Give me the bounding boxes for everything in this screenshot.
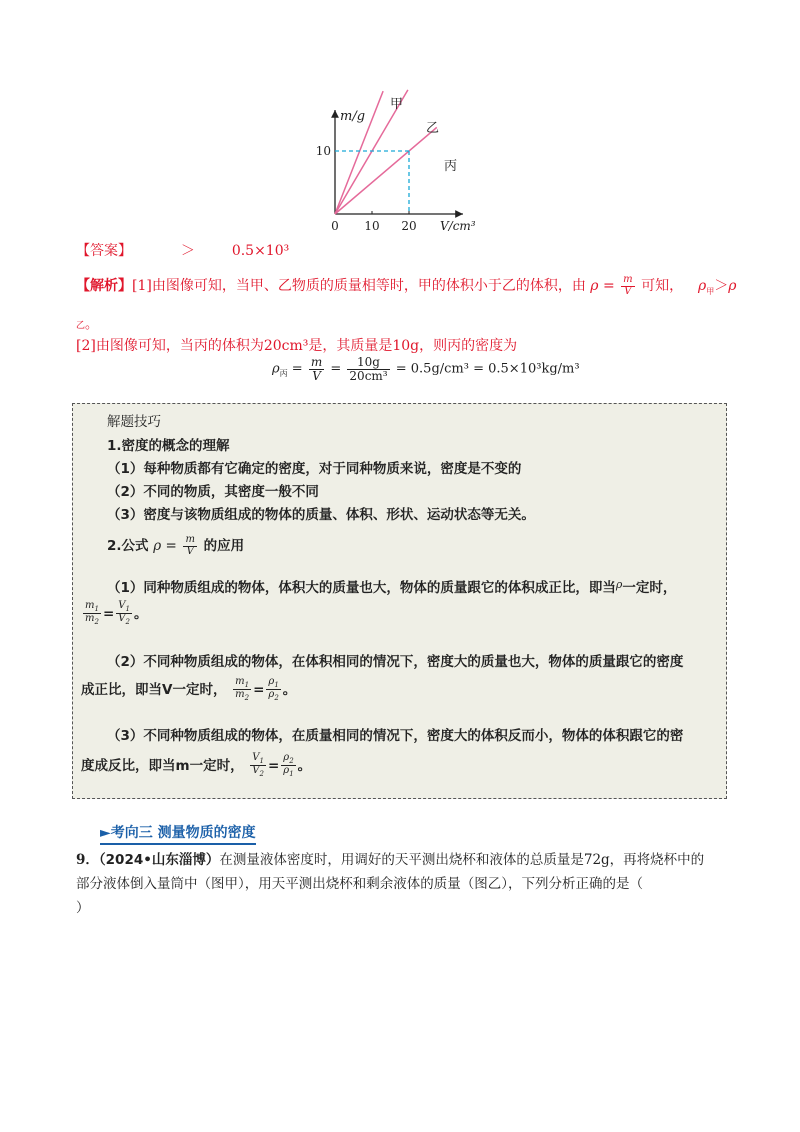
tips-s2-line-2: （2）不同种物质组成的物体，在体积相同的情况下，密度大的质量也大，物体的质量跟它的密度 xyxy=(107,654,684,670)
tips-section-1-title: 1.密度的概念的理解 xyxy=(107,438,230,454)
rho-bing: ρ xyxy=(272,361,280,377)
analysis-line-1 xyxy=(76,275,736,297)
x-tick-label: 10 xyxy=(364,219,380,233)
section-heading: ►考向三 测量物质的密度 xyxy=(100,822,256,845)
calc-fraction-1: $\frac{m}{V}$ xyxy=(310,355,323,383)
density-calculation: $\rho_丙$ = $\frac{m}{V}$ = $\frac{10g}{\text{20cm³}}$ = 0.5g/cm³ = 0.5×10³kg/m³ xyxy=(272,355,580,383)
question-9-line-2: 部分液体倒入量筒中（图甲），用天平测出烧杯和剩余液体的质量（图乙），下列分析正确的是（ xyxy=(76,876,643,892)
period: 。 xyxy=(85,317,99,332)
analysis-line-1-wrap xyxy=(76,313,98,332)
y-tick-label: 10 xyxy=(315,144,331,158)
question-9-line-1 xyxy=(76,848,704,868)
tips-s2-ratio-1: $\frac{m_1}{m_2}$ = $\frac{V_1}{V_2}$ 。 xyxy=(85,600,148,627)
density-formula-inline: ρ = xyxy=(590,278,615,294)
answer-value-1: ＞ xyxy=(180,243,195,259)
tips-s1-line-2: （2）不同的物质，其密度一般不同 xyxy=(107,484,319,500)
x-axis-label: V/cm³ xyxy=(440,219,476,233)
rho-symbol-a: ρ xyxy=(698,278,707,294)
series-label-yi: 乙 xyxy=(426,121,440,136)
answer-line xyxy=(76,240,289,260)
fraction-denominator: V xyxy=(624,285,632,297)
y-axis-label: m/g xyxy=(340,109,366,124)
tips-s2-line-3: （3）不同种物质组成的物体，在质量相同的情况下，密度大的体积反而小，物体的体积跟它的密 xyxy=(107,728,684,744)
rho-sub-a: 甲 xyxy=(706,286,715,296)
answer-label: 【答案】 xyxy=(76,243,132,259)
tips-s2-line-3b: 度成反比，即当m一定时， $\frac{V_1}{V_2}$ = $\frac{\rho_2}{\rho_1}$ 。 xyxy=(81,752,312,779)
tips-heading: 解题技巧 xyxy=(107,414,161,430)
tips-section-2-title: 2.公式 ρ = $\frac{m}{V}$ 的应用 xyxy=(107,534,245,557)
series-line-2 xyxy=(335,127,437,214)
solving-tips-box xyxy=(72,403,727,799)
x-tick-label: 20 xyxy=(401,219,417,233)
fraction-numerator: m xyxy=(623,274,633,285)
question-source: （2024•山东淄博） xyxy=(98,852,220,868)
tips-s1-line-1: （1）每种物质都有它确定的密度，对于同种物质来说，密度是不变的 xyxy=(107,461,522,477)
rho-bing-sub: 丙 xyxy=(279,369,288,379)
formula-fraction: $\frac{m}{V}$ xyxy=(185,534,195,557)
tips-s2-line-2b: 成正比，即当V一定时， $\frac{m_1}{m_2}$ = $\frac{\rho_1}{\rho_2}$ 。 xyxy=(81,676,297,703)
analysis-text-1-mid: 可知， xyxy=(641,278,684,294)
x-tick-label: 0 xyxy=(331,219,339,233)
series-label-jia: 甲 xyxy=(390,97,404,112)
tips-s1-line-3: （3）密度与该物质组成的物体的质量、体积、形状、运动状态等无关。 xyxy=(107,507,535,523)
density-graph xyxy=(315,92,498,242)
tips-s2-line-1: （1）同种物质组成的物体，体积大的质量也大，物体的质量跟它的体积成正比，即当$^\rho$一定时， xyxy=(107,578,677,596)
series-label-bing: 丙 xyxy=(444,159,458,174)
calc-fraction-2: $\frac{10g}{\text{20cm³}}$ xyxy=(349,355,388,383)
greater-than: ＞ xyxy=(714,278,729,294)
rho-symbol-b: ρ xyxy=(728,278,737,294)
analysis-label: 【解析】 xyxy=(76,278,132,294)
analysis-line-2: [2]由图像可知，当丙的体积为20cm³是，其质量是10g，则丙的密度为 xyxy=(76,338,518,354)
question-number: 9． xyxy=(76,852,99,868)
formula-fraction xyxy=(621,275,634,297)
rho-sub-b: 乙 xyxy=(76,321,86,331)
question-text-1: 在测量液体密度时，用调好的天平测出烧杯和液体的总质量是72g，再将烧杯中的 xyxy=(219,852,705,868)
analysis-text-1: [1]由图像可知，当甲、乙物质的质量相等时，甲的体积小于乙的体积，由 xyxy=(132,278,586,294)
answer-value-2: 0.5×10³ xyxy=(231,243,290,259)
calc-result: = 0.5g/cm³ = 0.5×10³kg/m³ xyxy=(395,361,580,377)
question-9-line-3: ） xyxy=(76,900,90,916)
